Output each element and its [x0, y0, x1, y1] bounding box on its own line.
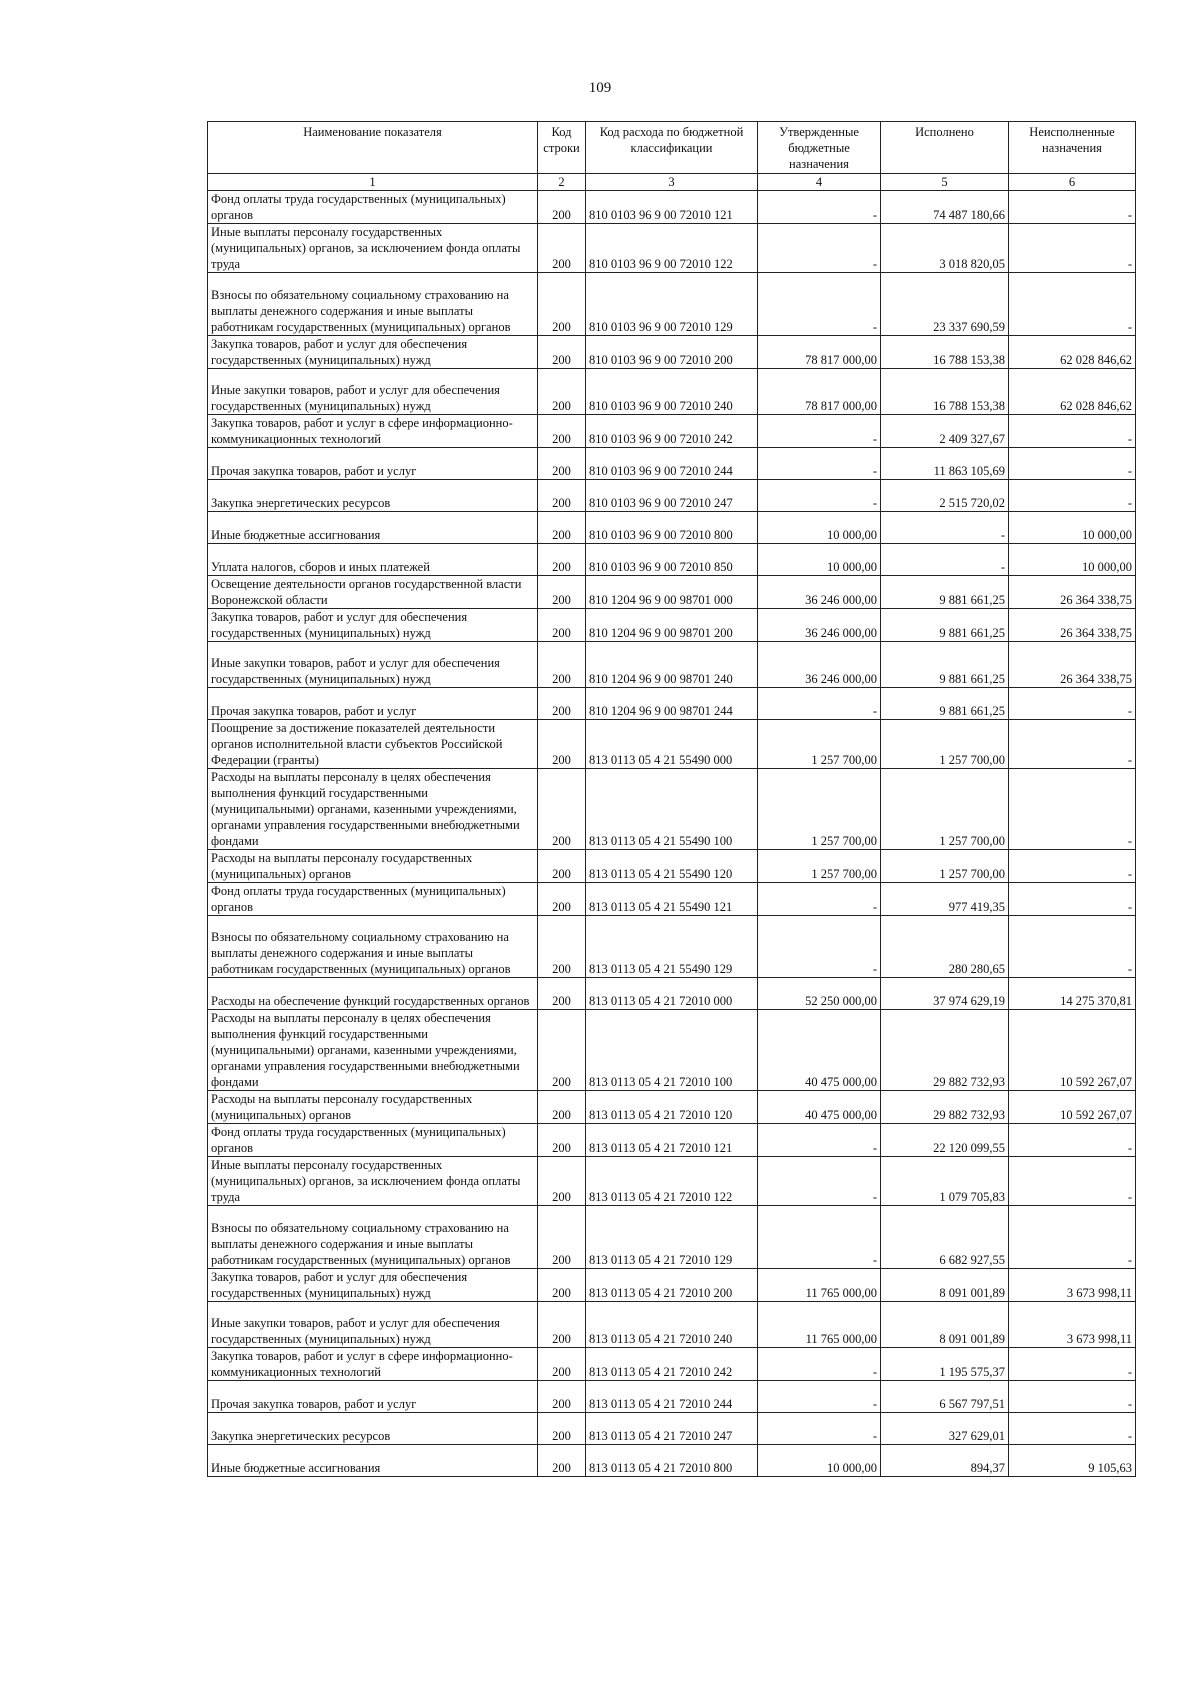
row-name: Поощрение за достижение показателей деятельности органов исполнительной власти субъектов Российской Федерации (гранты) [208, 720, 538, 769]
row-budget-code: 813 0113 05 4 21 72010 240 [586, 1302, 758, 1348]
row-unexecuted-amount: - [1009, 415, 1136, 448]
table-row [208, 1206, 1136, 1269]
row-line-code: 200 [538, 720, 586, 769]
row-executed-amount: 29 882 732,93 [881, 1091, 1009, 1124]
row-name: Прочая закупка товаров, работ и услуг [208, 688, 538, 720]
header-unexecuted: Неисполненные назначения [1009, 122, 1136, 174]
row-approved-amount: - [758, 224, 881, 273]
row-approved-amount: - [758, 1413, 881, 1445]
row-budget-code: 813 0113 05 4 21 72010 129 [586, 1206, 758, 1269]
row-executed-amount: 22 120 099,55 [881, 1124, 1009, 1157]
row-unexecuted-amount: - [1009, 1157, 1136, 1206]
row-executed-amount: 9 881 661,25 [881, 688, 1009, 720]
row-approved-amount: 40 475 000,00 [758, 1010, 881, 1091]
row-budget-code: 810 1204 96 9 00 98701 200 [586, 609, 758, 642]
row-unexecuted-amount: 3 673 998,11 [1009, 1269, 1136, 1302]
row-executed-amount: 23 337 690,59 [881, 273, 1009, 336]
row-budget-code: 813 0113 05 4 21 55490 000 [586, 720, 758, 769]
row-approved-amount: - [758, 415, 881, 448]
row-approved-amount: - [758, 1206, 881, 1269]
row-line-code: 200 [538, 1157, 586, 1206]
row-name: Закупка товаров, работ и услуг для обеспечения государственных (муниципальных) нужд [208, 609, 538, 642]
row-executed-amount: 977 419,35 [881, 883, 1009, 916]
row-unexecuted-amount: - [1009, 883, 1136, 916]
row-executed-amount: 1 257 700,00 [881, 720, 1009, 769]
row-unexecuted-amount: - [1009, 720, 1136, 769]
row-approved-amount: 36 246 000,00 [758, 609, 881, 642]
row-name: Уплата налогов, сборов и иных платежей [208, 544, 538, 576]
row-line-code: 200 [538, 978, 586, 1010]
row-line-code: 200 [538, 576, 586, 609]
row-unexecuted-amount: 10 592 267,07 [1009, 1091, 1136, 1124]
row-name: Иные закупки товаров, работ и услуг для обеспечения государственных (муниципальных) нужд [208, 1302, 538, 1348]
row-name: Расходы на выплаты персоналу государственных (муниципальных) органов [208, 850, 538, 883]
row-line-code: 200 [538, 642, 586, 688]
row-budget-code: 810 0103 96 9 00 72010 800 [586, 512, 758, 544]
row-unexecuted-amount: - [1009, 1348, 1136, 1381]
row-line-code: 200 [538, 609, 586, 642]
row-budget-code: 810 0103 96 9 00 72010 242 [586, 415, 758, 448]
table-row [208, 369, 1136, 415]
table-row [208, 916, 1136, 978]
table-row [208, 1269, 1136, 1302]
row-executed-amount: - [881, 544, 1009, 576]
row-budget-code: 810 0103 96 9 00 72010 121 [586, 191, 758, 224]
row-name: Взносы по обязательному социальному страхованию на выплаты денежного содержания и иные выплаты работникам государственных (муниципальных) органов [208, 1206, 538, 1269]
row-name: Закупка энергетических ресурсов [208, 1413, 538, 1445]
row-name: Освещение деятельности органов государственной власти Воронежской области [208, 576, 538, 609]
row-line-code: 200 [538, 1445, 586, 1477]
row-name: Прочая закупка товаров, работ и услуг [208, 1381, 538, 1413]
header-executed: Исполнено [881, 122, 1009, 174]
row-budget-code: 813 0113 05 4 21 72010 100 [586, 1010, 758, 1091]
table-row [208, 1091, 1136, 1124]
row-name: Расходы на выплаты персоналу государственных (муниципальных) органов [208, 1091, 538, 1124]
row-approved-amount: 11 765 000,00 [758, 1269, 881, 1302]
row-executed-amount: 6 567 797,51 [881, 1381, 1009, 1413]
row-unexecuted-amount: - [1009, 916, 1136, 978]
table-row [208, 850, 1136, 883]
row-budget-code: 813 0113 05 4 21 72010 244 [586, 1381, 758, 1413]
row-approved-amount: 1 257 700,00 [758, 769, 881, 850]
row-executed-amount: 9 881 661,25 [881, 576, 1009, 609]
row-unexecuted-amount: 9 105,63 [1009, 1445, 1136, 1477]
row-name: Иные выплаты персоналу государственных (муниципальных) органов, за исключением фонда оплаты труда [208, 1157, 538, 1206]
row-budget-code: 813 0113 05 4 21 55490 120 [586, 850, 758, 883]
row-name: Закупка товаров, работ и услуг в сфере информационно-коммуникационных технологий [208, 415, 538, 448]
row-unexecuted-amount: 14 275 370,81 [1009, 978, 1136, 1010]
row-budget-code: 810 0103 96 9 00 72010 240 [586, 369, 758, 415]
table-row [208, 224, 1136, 273]
column-number-row [208, 174, 1136, 191]
row-executed-amount: 2 515 720,02 [881, 480, 1009, 512]
row-name: Иные закупки товаров, работ и услуг для обеспечения государственных (муниципальных) нужд [208, 642, 538, 688]
row-budget-code: 813 0113 05 4 21 72010 000 [586, 978, 758, 1010]
page-number: 109 [588, 80, 612, 96]
row-executed-amount: 29 882 732,93 [881, 1010, 1009, 1091]
row-approved-amount: - [758, 1348, 881, 1381]
row-approved-amount: 36 246 000,00 [758, 642, 881, 688]
row-unexecuted-amount: - [1009, 1381, 1136, 1413]
table-row [208, 1348, 1136, 1381]
row-executed-amount: - [881, 512, 1009, 544]
row-approved-amount: 36 246 000,00 [758, 576, 881, 609]
table-row [208, 1413, 1136, 1445]
table-row [208, 1010, 1136, 1091]
row-unexecuted-amount: - [1009, 448, 1136, 480]
row-line-code: 200 [538, 1206, 586, 1269]
row-approved-amount: - [758, 480, 881, 512]
table-row [208, 1445, 1136, 1477]
table-row [208, 769, 1136, 850]
table-row [208, 720, 1136, 769]
row-approved-amount: - [758, 1124, 881, 1157]
row-budget-code: 813 0113 05 4 21 72010 800 [586, 1445, 758, 1477]
table-row [208, 512, 1136, 544]
row-line-code: 200 [538, 1381, 586, 1413]
row-approved-amount: 10 000,00 [758, 544, 881, 576]
row-name: Расходы на обеспечение функций государственных органов [208, 978, 538, 1010]
row-unexecuted-amount: 10 000,00 [1009, 544, 1136, 576]
row-name: Закупка товаров, работ и услуг для обеспечения государственных (муниципальных) нужд [208, 1269, 538, 1302]
row-budget-code: 813 0113 05 4 21 72010 200 [586, 1269, 758, 1302]
row-approved-amount: - [758, 191, 881, 224]
row-executed-amount: 1 079 705,83 [881, 1157, 1009, 1206]
row-name: Прочая закупка товаров, работ и услуг [208, 448, 538, 480]
row-line-code: 200 [538, 916, 586, 978]
row-executed-amount: 37 974 629,19 [881, 978, 1009, 1010]
table-row [208, 191, 1136, 224]
row-budget-code: 813 0113 05 4 21 55490 121 [586, 883, 758, 916]
row-executed-amount: 894,37 [881, 1445, 1009, 1477]
row-approved-amount: 78 817 000,00 [758, 336, 881, 369]
row-approved-amount: - [758, 688, 881, 720]
row-executed-amount: 74 487 180,66 [881, 191, 1009, 224]
row-line-code: 200 [538, 688, 586, 720]
table-row [208, 415, 1136, 448]
row-budget-code: 810 1204 96 9 00 98701 244 [586, 688, 758, 720]
row-unexecuted-amount: 10 000,00 [1009, 512, 1136, 544]
row-executed-amount: 8 091 001,89 [881, 1269, 1009, 1302]
row-budget-code: 810 1204 96 9 00 98701 240 [586, 642, 758, 688]
table-row [208, 480, 1136, 512]
row-name: Фонд оплаты труда государственных (муниципальных) органов [208, 883, 538, 916]
row-unexecuted-amount: - [1009, 688, 1136, 720]
row-approved-amount: 11 765 000,00 [758, 1302, 881, 1348]
row-budget-code: 810 0103 96 9 00 72010 850 [586, 544, 758, 576]
row-unexecuted-amount: 62 028 846,62 [1009, 369, 1136, 415]
table-row [208, 1157, 1136, 1206]
row-budget-code: 810 0103 96 9 00 72010 200 [586, 336, 758, 369]
row-name: Фонд оплаты труда государственных (муниципальных) органов [208, 191, 538, 224]
column-number: 5 [881, 174, 1009, 191]
row-executed-amount: 327 629,01 [881, 1413, 1009, 1445]
row-name: Расходы на выплаты персоналу в целях обеспечения выполнения функций государственными (муниципальными) органами, казенными учреждениями, органами управления государственными внебюджетными фондами [208, 769, 538, 850]
table-row [208, 1302, 1136, 1348]
table-row [208, 1124, 1136, 1157]
budget-execution-table [207, 121, 1136, 1477]
row-line-code: 200 [538, 1010, 586, 1091]
row-name: Закупка энергетических ресурсов [208, 480, 538, 512]
row-unexecuted-amount: 10 592 267,07 [1009, 1010, 1136, 1091]
row-approved-amount: - [758, 273, 881, 336]
row-approved-amount: - [758, 1381, 881, 1413]
header-budget-code: Код расхода по бюджетной классификации [586, 122, 758, 174]
row-executed-amount: 280 280,65 [881, 916, 1009, 978]
row-budget-code: 810 0103 96 9 00 72010 244 [586, 448, 758, 480]
row-budget-code: 810 0103 96 9 00 72010 122 [586, 224, 758, 273]
row-budget-code: 813 0113 05 4 21 72010 122 [586, 1157, 758, 1206]
row-approved-amount: 10 000,00 [758, 1445, 881, 1477]
row-unexecuted-amount: 3 673 998,11 [1009, 1302, 1136, 1348]
row-budget-code: 813 0113 05 4 21 55490 100 [586, 769, 758, 850]
table-row [208, 336, 1136, 369]
row-name: Фонд оплаты труда государственных (муниципальных) органов [208, 1124, 538, 1157]
row-line-code: 200 [538, 512, 586, 544]
row-line-code: 200 [538, 1348, 586, 1381]
row-line-code: 200 [538, 336, 586, 369]
header-approved: Утвержденные бюджетные назначения [758, 122, 881, 174]
row-line-code: 200 [538, 448, 586, 480]
row-unexecuted-amount: - [1009, 769, 1136, 850]
row-line-code: 200 [538, 1124, 586, 1157]
row-executed-amount: 1 195 575,37 [881, 1348, 1009, 1381]
row-budget-code: 813 0113 05 4 21 55490 129 [586, 916, 758, 978]
row-line-code: 200 [538, 850, 586, 883]
row-executed-amount: 1 257 700,00 [881, 769, 1009, 850]
row-unexecuted-amount: 26 364 338,75 [1009, 642, 1136, 688]
row-name: Закупка товаров, работ и услуг для обеспечения государственных (муниципальных) нужд [208, 336, 538, 369]
column-number: 1 [208, 174, 538, 191]
row-name: Иные закупки товаров, работ и услуг для обеспечения государственных (муниципальных) нужд [208, 369, 538, 415]
column-number: 3 [586, 174, 758, 191]
row-line-code: 200 [538, 224, 586, 273]
row-approved-amount: - [758, 916, 881, 978]
row-budget-code: 813 0113 05 4 21 72010 242 [586, 1348, 758, 1381]
row-line-code: 200 [538, 544, 586, 576]
table-row [208, 1381, 1136, 1413]
table-row [208, 883, 1136, 916]
row-name: Закупка товаров, работ и услуг в сфере информационно-коммуникационных технологий [208, 1348, 538, 1381]
table-row [208, 544, 1136, 576]
row-executed-amount: 2 409 327,67 [881, 415, 1009, 448]
row-budget-code: 810 0103 96 9 00 72010 129 [586, 273, 758, 336]
row-line-code: 200 [538, 415, 586, 448]
row-unexecuted-amount: - [1009, 1124, 1136, 1157]
row-unexecuted-amount: 26 364 338,75 [1009, 576, 1136, 609]
row-unexecuted-amount: - [1009, 191, 1136, 224]
row-budget-code: 813 0113 05 4 21 72010 247 [586, 1413, 758, 1445]
row-approved-amount: - [758, 883, 881, 916]
row-line-code: 200 [538, 1269, 586, 1302]
table-row [208, 576, 1136, 609]
row-executed-amount: 8 091 001,89 [881, 1302, 1009, 1348]
row-executed-amount: 16 788 153,38 [881, 369, 1009, 415]
column-number: 6 [1009, 174, 1136, 191]
row-unexecuted-amount: - [1009, 850, 1136, 883]
header-row [208, 122, 1136, 174]
row-executed-amount: 6 682 927,55 [881, 1206, 1009, 1269]
row-executed-amount: 16 788 153,38 [881, 336, 1009, 369]
row-executed-amount: 9 881 661,25 [881, 642, 1009, 688]
row-line-code: 200 [538, 1091, 586, 1124]
row-name: Иные бюджетные ассигнования [208, 1445, 538, 1477]
row-line-code: 200 [538, 769, 586, 850]
table-row [208, 978, 1136, 1010]
table-body [208, 191, 1136, 1477]
row-name: Взносы по обязательному социальному страхованию на выплаты денежного содержания и иные выплаты работникам государственных (муниципальных) органов [208, 273, 538, 336]
row-budget-code: 810 1204 96 9 00 98701 000 [586, 576, 758, 609]
row-unexecuted-amount: - [1009, 224, 1136, 273]
row-executed-amount: 9 881 661,25 [881, 609, 1009, 642]
row-unexecuted-amount: 62 028 846,62 [1009, 336, 1136, 369]
column-number: 2 [538, 174, 586, 191]
row-approved-amount: 1 257 700,00 [758, 850, 881, 883]
column-number: 4 [758, 174, 881, 191]
row-line-code: 200 [538, 1302, 586, 1348]
row-approved-amount: - [758, 448, 881, 480]
row-approved-amount: 40 475 000,00 [758, 1091, 881, 1124]
row-name: Иные выплаты персоналу государственных (муниципальных) органов, за исключением фонда оплаты труда [208, 224, 538, 273]
row-budget-code: 813 0113 05 4 21 72010 120 [586, 1091, 758, 1124]
row-line-code: 200 [538, 369, 586, 415]
row-approved-amount: 52 250 000,00 [758, 978, 881, 1010]
row-unexecuted-amount: - [1009, 273, 1136, 336]
row-name: Иные бюджетные ассигнования [208, 512, 538, 544]
row-budget-code: 813 0113 05 4 21 72010 121 [586, 1124, 758, 1157]
row-budget-code: 810 0103 96 9 00 72010 247 [586, 480, 758, 512]
row-line-code: 200 [538, 480, 586, 512]
table-row [208, 609, 1136, 642]
row-unexecuted-amount: 26 364 338,75 [1009, 609, 1136, 642]
row-approved-amount: 10 000,00 [758, 512, 881, 544]
table-row [208, 273, 1136, 336]
row-approved-amount: 1 257 700,00 [758, 720, 881, 769]
row-executed-amount: 3 018 820,05 [881, 224, 1009, 273]
row-approved-amount: - [758, 1157, 881, 1206]
row-name: Расходы на выплаты персоналу в целях обеспечения выполнения функций государственными (муниципальными) органами, казенными учреждениями, органами управления государственными внебюджетными фондами [208, 1010, 538, 1091]
row-line-code: 200 [538, 273, 586, 336]
row-unexecuted-amount: - [1009, 1413, 1136, 1445]
row-executed-amount: 1 257 700,00 [881, 850, 1009, 883]
row-line-code: 200 [538, 1413, 586, 1445]
row-line-code: 200 [538, 883, 586, 916]
table-row [208, 448, 1136, 480]
table-row [208, 688, 1136, 720]
row-line-code: 200 [538, 191, 586, 224]
row-approved-amount: 78 817 000,00 [758, 369, 881, 415]
table-row [208, 642, 1136, 688]
row-unexecuted-amount: - [1009, 1206, 1136, 1269]
row-unexecuted-amount: - [1009, 480, 1136, 512]
header-line-code: Код строки [538, 122, 586, 174]
row-name: Взносы по обязательному социальному страхованию на выплаты денежного содержания и иные выплаты работникам государственных (муниципальных) органов [208, 916, 538, 978]
row-executed-amount: 11 863 105,69 [881, 448, 1009, 480]
header-indicator-name: Наименование показателя [208, 122, 538, 174]
